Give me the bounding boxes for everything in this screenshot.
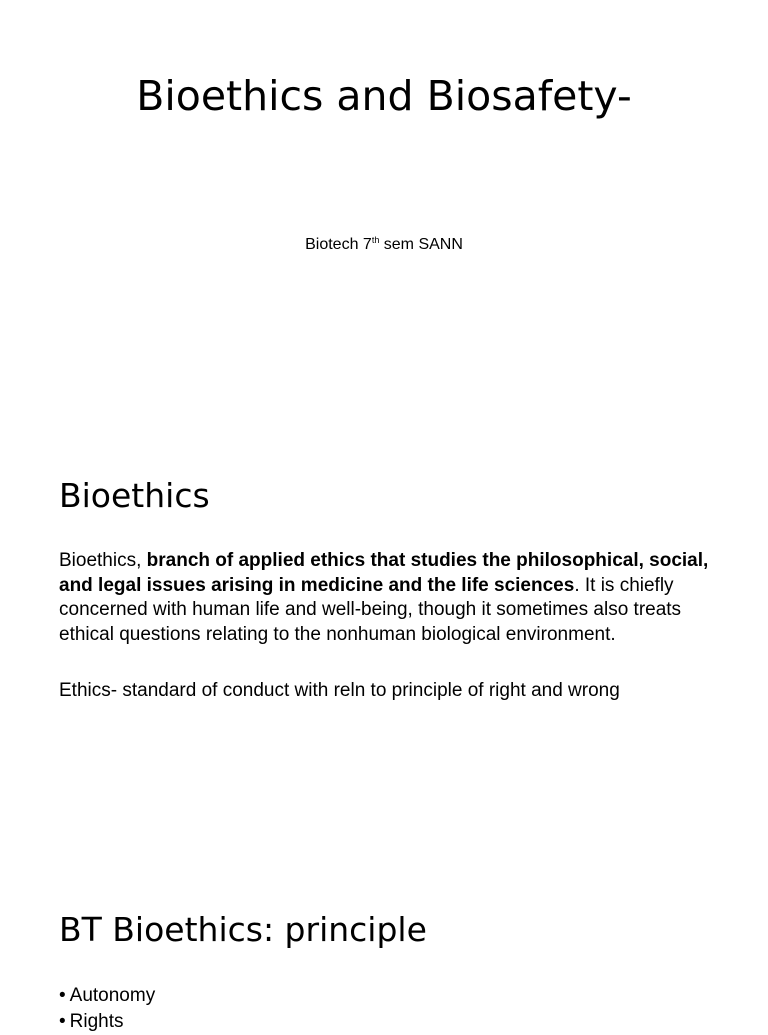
subtitle-prefix: Biotech 7 (305, 236, 372, 253)
principle-heading: BT Bioethics: principle (59, 910, 427, 949)
list-item (59, 983, 155, 1009)
bullet-icon: • (59, 985, 66, 1006)
definition-start: Bioethics, (59, 550, 147, 571)
list-item-label: Autonomy (69, 985, 156, 1006)
ethics-paragraph: Ethics- standard of conduct with reln to principle of right and wrong (59, 680, 620, 701)
bioethics-definition-paragraph (59, 549, 719, 647)
bullet-icon: • (59, 1011, 66, 1032)
slide-title: Bioethics and Biosafety- (136, 72, 632, 120)
principle-list (59, 983, 155, 1035)
definition-bold: branch of applied ethics that studies the philosophical, social, and legal issues arising in medicine and the life sciences (59, 550, 709, 596)
list-item (59, 1009, 155, 1035)
definition-end: . It is chiefly concerned with human life and well-being, though it sometimes also treats ethical questions relating to the nonhuman biological environment. (59, 574, 682, 645)
list-item-label: Rights (69, 1011, 124, 1032)
slide-subtitle (0, 229, 768, 256)
subtitle-superscript: th (371, 235, 380, 245)
subtitle-suffix: sem SANN (379, 236, 463, 253)
bioethics-heading: Bioethics (59, 476, 210, 515)
